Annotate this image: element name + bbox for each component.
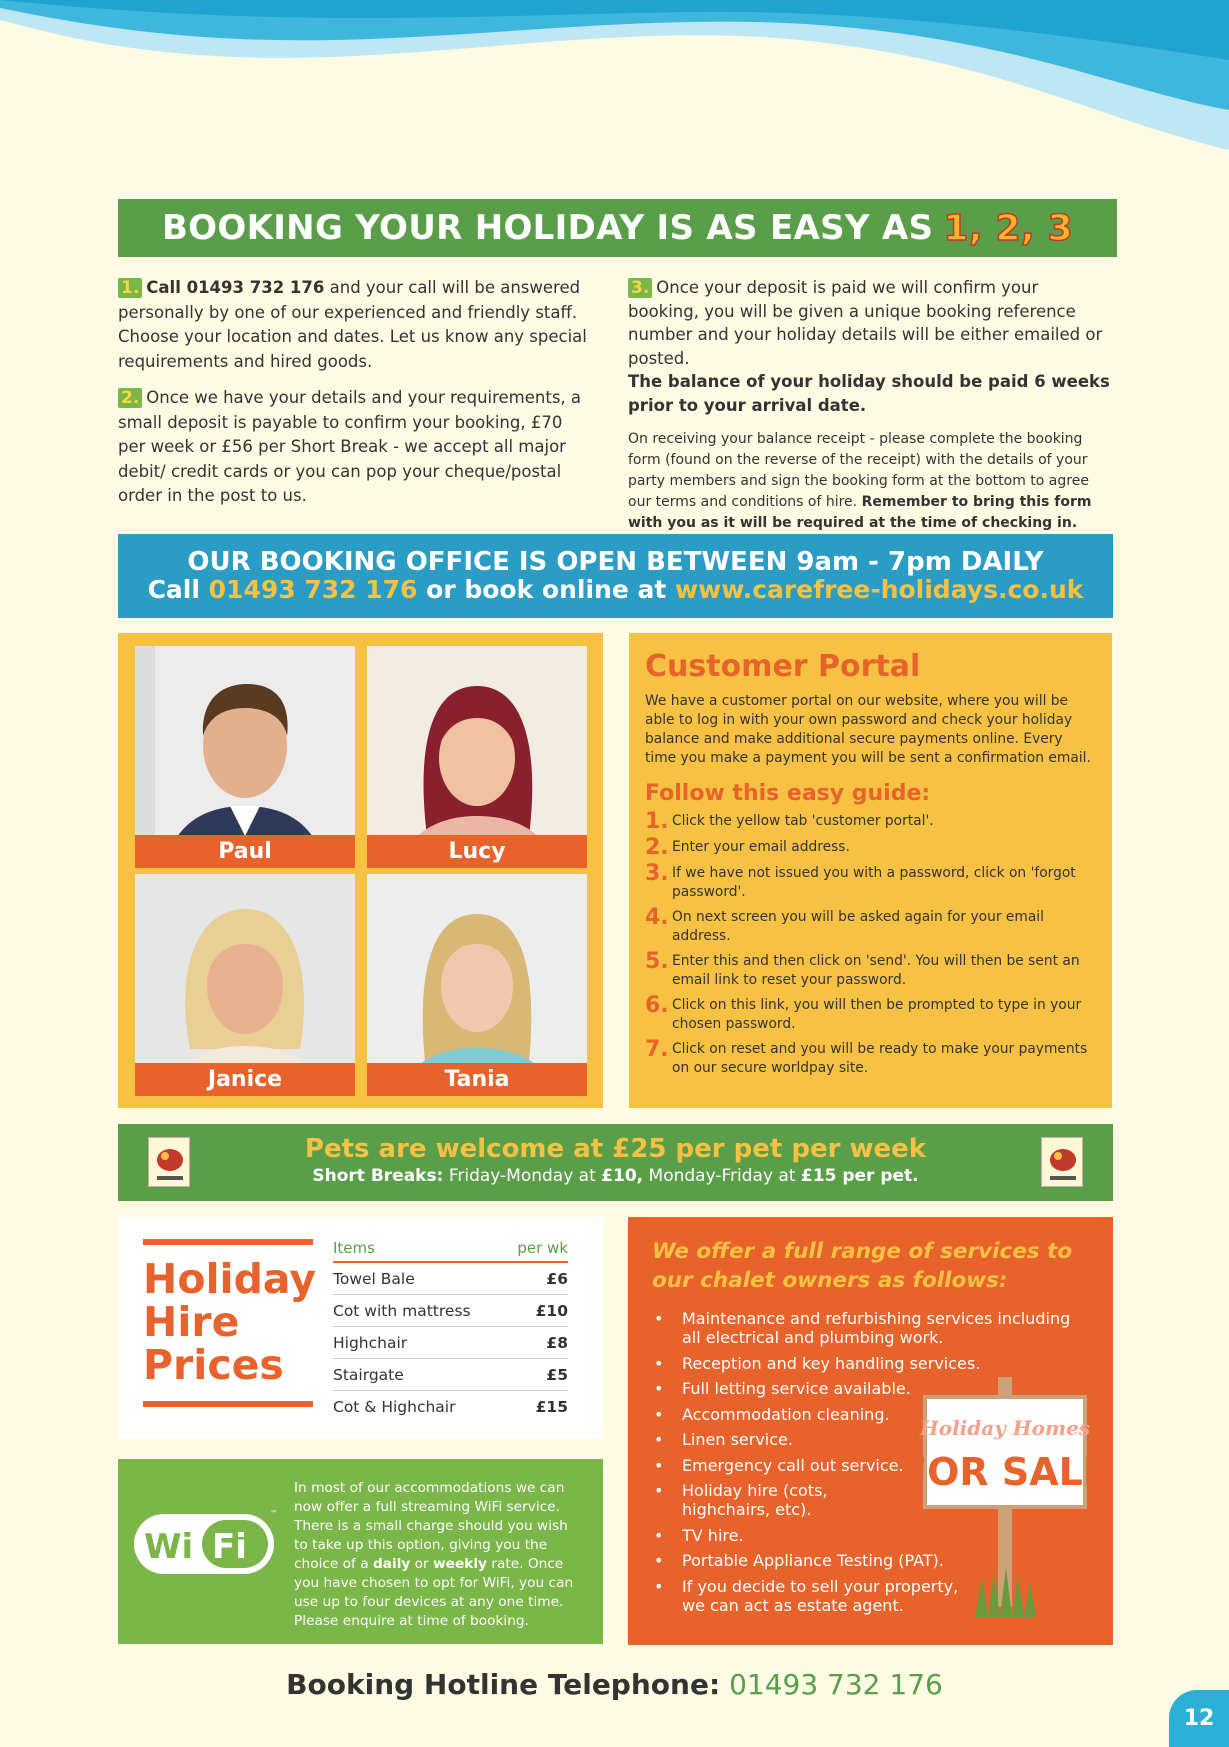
wifi-panel [118,1459,603,1644]
staff-name-tania: Tania [367,1063,587,1096]
short-breaks-price-2: £15 per pet. [800,1166,919,1186]
guide-step-number: 7. [645,1037,669,1062]
list-item: • Maintenance and refurbishing services including all electrical and plumbing work. [652,1309,1089,1347]
hire-item: Towel Bale [333,1269,415,1288]
wifi-logo [132,1504,282,1584]
list-item: • Emergency call out service. [654,1455,904,1475]
guide-step-text: Click on reset and you will be ready to make your payments on our secure worldpay site. [672,1041,1088,1076]
hire-title-line-1: Holiday [143,1255,317,1303]
balance-receipt-text: On receiving your balance receipt - please complete the booking form (found on the reverse of the receipt) with the details of your party members and sign the booking form at the bottom to agree our terms and conditions of hire. [628,431,1089,510]
guide-step-text: On next screen you will be asked again for your email address. [672,909,1044,944]
staff-name-paul: Paul [135,835,355,868]
wifi-weekly: weekly [433,1556,487,1572]
service-text: Portable Appliance Testing (PAT). [682,1551,944,1570]
guide-step [645,809,1096,834]
svg-text:™: ™ [270,1509,278,1518]
office-contact-line [118,576,1113,604]
services-title: We offer a full range of services to our chalet owners as follows: [652,1239,1073,1293]
guide-step-text: Click the yellow tab 'customer portal'. [672,813,934,829]
service-text: If you decide to sell your property, we can act as estate agent. [682,1576,959,1615]
hire-title-line-2: Hire [143,1298,240,1346]
booking-title-numbers: 1, 2, 3 [943,207,1074,249]
pets-welcome-icon [148,1137,190,1187]
staff-photo-janice [135,874,355,1096]
service-text: Full letting service available. [682,1379,911,1398]
wifi-text-1: In most of our accommodations we can now offer a full streaming WiFi service. There is a small charge should you wish to take up this option, giving you the choice of a [294,1480,568,1572]
steps-left-column [118,276,588,521]
step-1-number: 1. [118,278,142,298]
guide-step [645,949,1096,990]
list-item: • Linen service. [654,1430,793,1449]
table-row [333,1263,568,1295]
balance-receipt-bold: Remember to bring this form with you as it will be required at the time of checking in. [628,494,1092,531]
table-row [333,1359,568,1391]
office-call-label: Call [147,575,200,604]
guide-step-number: 3. [645,861,669,886]
table-row [333,1391,568,1423]
staff-panel [118,633,603,1108]
guide-step-text: Click on this link, you will then be prompted to type in your chosen password. [672,997,1082,1032]
hire-item: Highchair [333,1333,408,1352]
guide-step [645,835,1096,860]
short-breaks-fri-mon: Friday-Monday at [448,1166,596,1186]
hire-price: £15 [535,1398,568,1416]
step-3-text: Once your deposit is paid we will confirm your booking, you will be given a unique booking reference number and your holiday details will be either emailed or posted. [628,278,1103,368]
step-3-number: 3. [628,278,652,298]
customer-portal-text: We have a customer portal on our website, where you will be able to log in with your own password and check your holiday balance and make additional secure payments online. Every time you make a payment you will be sent a confirmation email. [645,693,1091,766]
list-item: • Full letting service available. [654,1379,911,1398]
balance-receipt-note [628,429,1114,534]
list-item: • Reception and key handling services. [654,1353,981,1373]
booking-title-text: BOOKING YOUR HOLIDAY IS AS EASY AS [161,208,934,248]
hire-price: £10 [535,1301,568,1320]
short-breaks-label: Short Breaks: [312,1166,444,1186]
pets-price-line: Pets are welcome at £25 per pet per week [304,1134,927,1164]
step-2-text: Once we have your details and your requirements, a small deposit is payable to confirm your booking, £70 per week or £56 per Short Break - we accept all major debit/ credit cards or you can pop your cheque/postal order in the post to us. [118,388,582,505]
short-breaks-mon-fri: Monday-Friday at [648,1166,796,1186]
office-website-link[interactable]: www.carefree-holidays.co.uk [675,575,1084,604]
step-3 [628,276,1114,417]
page-number: 12 [1169,1690,1229,1747]
list-item: • Accommodation cleaning. [654,1404,890,1424]
staff-photo-paul [135,646,355,868]
step-1-text: and your call will be answered personally by one of our experienced and friendly staff. Choose your location and dates. Let us know any special requirements and hired goods. [118,278,587,371]
booking-hotline [0,1668,1229,1701]
list-item: • TV hire. [654,1525,744,1545]
hire-table-header [333,1239,568,1263]
wifi-text-3: rate. Once you have chosen to opt for WiFi, you can use up to four devices at any one time. Please enquire at time of booking. [294,1556,574,1629]
step-1 [118,276,588,374]
office-phone[interactable]: 01493 732 176 [208,575,418,604]
service-text: Reception and key handling services. [682,1353,981,1373]
hire-price: £5 [546,1365,568,1384]
hire-price: £6 [546,1269,568,1288]
pets-banner [118,1124,1113,1201]
step-1-phone: Call 01493 732 176 [146,278,325,297]
office-mid-text: or book online at [426,575,667,604]
guide-title: Follow this easy guide: [645,781,931,806]
owner-services-panel [628,1217,1113,1645]
hotline-label: Booking Hotline Telephone: [286,1668,721,1701]
step-3-balance-note: The balance of your holiday should be paid 6 weeks prior to your arrival date. [628,372,1110,415]
office-hours-line: OUR BOOKING OFFICE IS OPEN BETWEEN 9am - 7pm DAILY [187,547,1044,577]
header-wave [0,0,1229,160]
hire-item: Stairgate [333,1365,404,1384]
customer-portal-panel [629,633,1112,1108]
hire-item: Cot with mattress [333,1301,471,1320]
guide-step-number: 2. [645,835,669,860]
for-sale-sign [901,1377,1109,1617]
booking-title [118,199,1117,257]
hire-title-line-3: Prices [143,1341,284,1389]
hire-header-price: per wk [517,1239,568,1257]
sign-for-sale: FOR SALE [901,1450,1109,1494]
list-item: • Holiday hire (cots, highchairs, etc). [652,1481,882,1519]
hire-prices-title [143,1239,317,1407]
office-hours-banner [118,534,1113,618]
guide-step [645,993,1096,1034]
hire-prices-table [333,1239,568,1423]
wifi-logo-wi: Wi [144,1527,194,1567]
staff-name-janice: Janice [135,1063,355,1096]
hire-prices-panel [118,1217,603,1439]
staff-name-lucy: Lucy [367,835,587,868]
list-item: • Portable Appliance Testing (PAT). [654,1551,944,1570]
service-text: Holiday hire (cots, highchairs, etc). [682,1481,828,1519]
guide-step [645,861,1096,902]
service-text: TV hire. [682,1525,744,1545]
table-row [333,1327,568,1359]
customer-portal-title: Customer Portal [645,649,921,684]
wifi-logo-fi: Fi [212,1527,247,1567]
step-2-number: 2. [118,388,142,408]
service-text: Emergency call out service. [682,1455,904,1475]
guide-step [645,1037,1096,1078]
step-2 [118,386,588,509]
list-item: • If you decide to sell your property, we can act as estate agent. [652,1577,962,1615]
steps-right-column [628,276,1114,534]
guide-step-text: If we have not issued you with a password, click on 'forgot password'. [672,865,1076,900]
staff-photo-lucy [367,646,587,868]
short-breaks-price-1: £10, [601,1166,644,1186]
guide-step-number: 6. [645,993,669,1018]
guide-step-number: 1. [645,809,669,834]
guide-step [645,905,1096,946]
hire-header-items: Items [333,1239,375,1257]
guide-step-text: Enter this and then click on 'send'. You will then be sent an email link to reset your password. [672,953,1080,988]
table-row [333,1295,568,1327]
service-text: Accommodation cleaning. [682,1404,890,1424]
service-text: Linen service. [682,1430,793,1449]
guide-steps [645,809,1096,1078]
short-breaks-line [118,1164,1113,1188]
wifi-text-2: or [410,1556,434,1572]
sign-holiday-homes: Holiday Homes [919,1416,1091,1440]
hotline-phone[interactable]: 01493 732 176 [729,1668,943,1701]
staff-photo-tania [367,874,587,1096]
guide-step-number: 5. [645,949,669,974]
wifi-description [294,1479,584,1631]
pets-welcome-icon [1041,1137,1083,1187]
wifi-daily: daily [372,1556,411,1572]
guide-step-text: Enter your email address. [672,839,850,855]
service-text: Maintenance and refurbishing services including all electrical and plumbing work. [682,1309,1071,1347]
hire-price: £8 [546,1333,568,1352]
guide-step-number: 4. [645,905,669,930]
hire-item: Cot & Highchair [333,1398,456,1416]
